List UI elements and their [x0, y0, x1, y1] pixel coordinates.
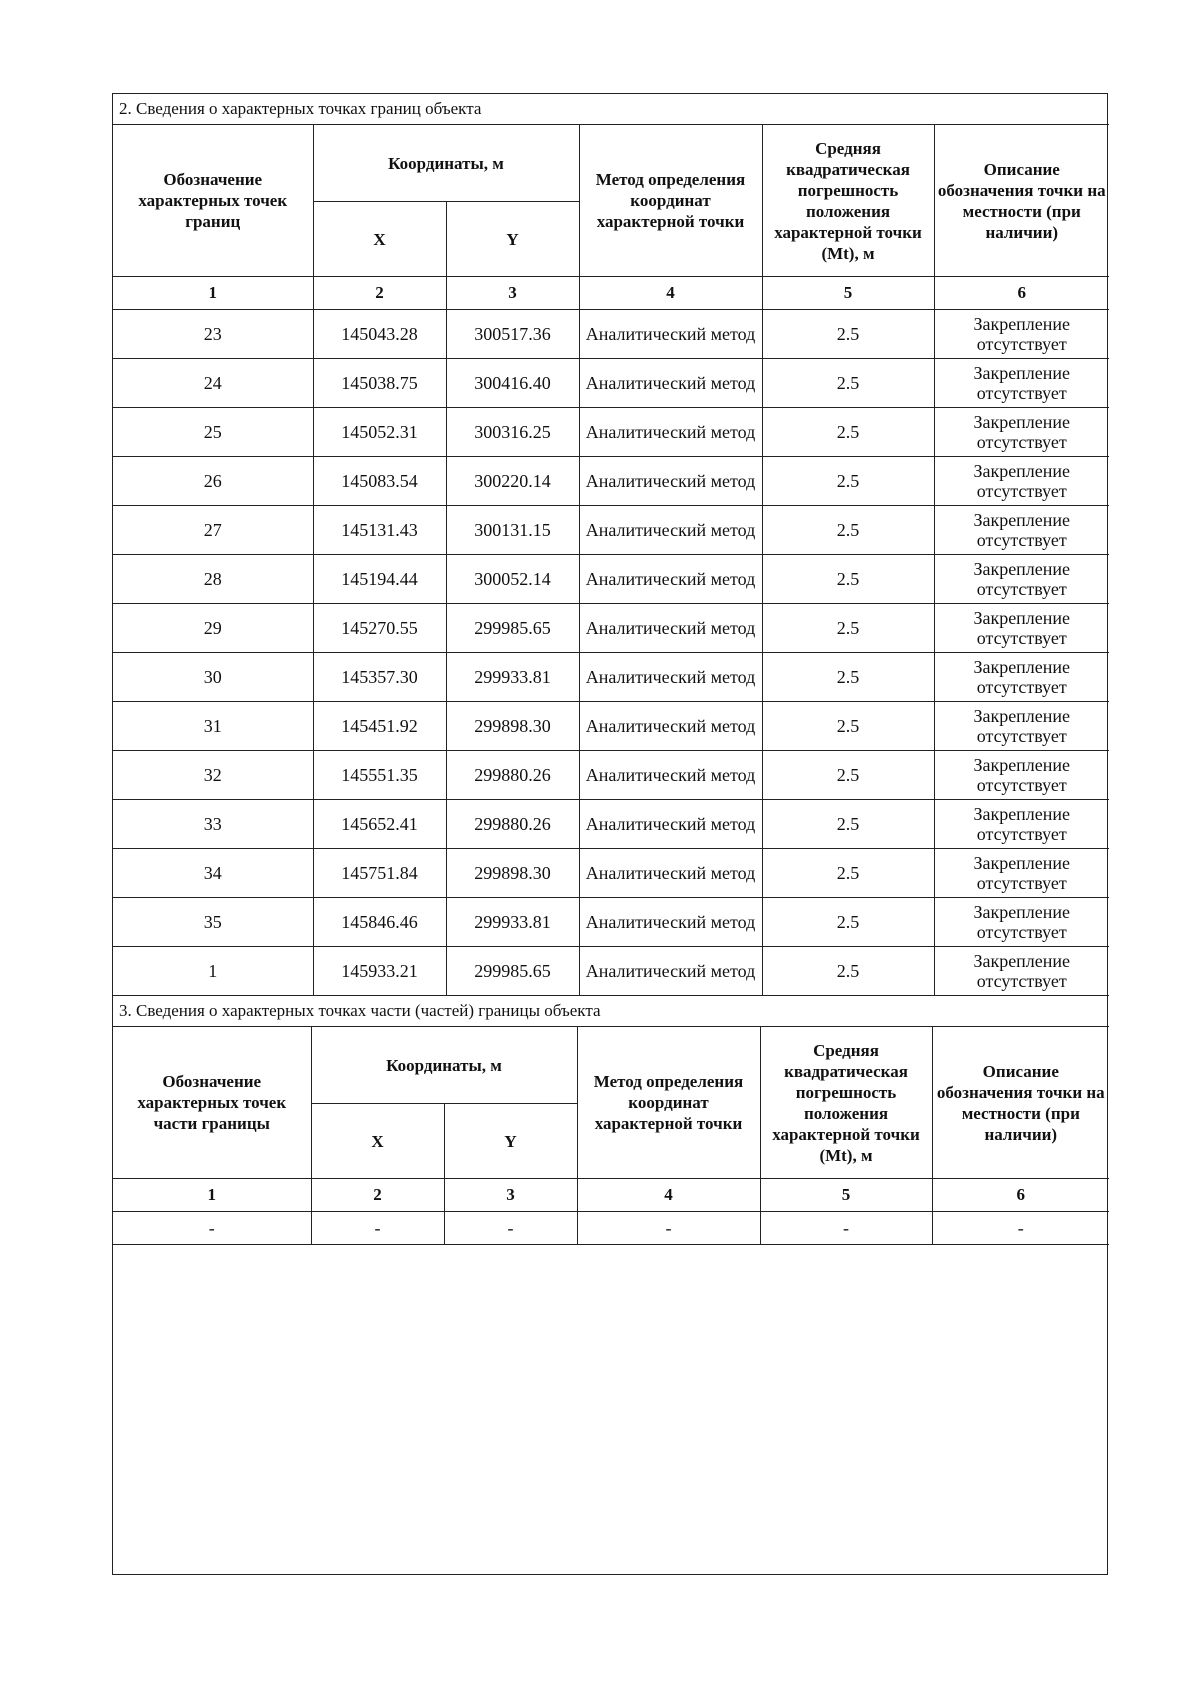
error-header: Средняя квадратическая погрешность положения характерной точки (Mt), м [762, 125, 934, 277]
x-cell: 145357.30 [313, 653, 446, 702]
point-number-cell: 24 [113, 359, 313, 408]
table-row [113, 555, 1109, 604]
mt-cell: 2.5 [762, 849, 934, 898]
mt-cell: 2.5 [762, 653, 934, 702]
description-cell: Закрепление отсутствует [934, 310, 1109, 359]
section2-table [113, 94, 1109, 996]
description-cell: Закрепление отсутствует [934, 506, 1109, 555]
table-row [113, 947, 1109, 996]
x-cell: 145451.92 [313, 702, 446, 751]
col-number: 3 [446, 277, 579, 310]
y-cell: 300517.36 [446, 310, 579, 359]
point-number-cell: 30 [113, 653, 313, 702]
designation-header: Обозначение характерных точек части границы [113, 1027, 311, 1179]
method-cell: Аналитический метод [579, 947, 762, 996]
section2-title: 2. Сведения о характерных точках границ объекта [113, 94, 1109, 125]
table-row [113, 506, 1109, 555]
table-row [113, 604, 1109, 653]
x-cell: 145270.55 [313, 604, 446, 653]
table-row [113, 702, 1109, 751]
section3-table [113, 996, 1109, 1245]
description-cell: Закрепление отсутствует [934, 653, 1109, 702]
col-number: 4 [579, 277, 762, 310]
x-cell: 145652.41 [313, 800, 446, 849]
mt-cell: 2.5 [762, 310, 934, 359]
y-cell: 299880.26 [446, 800, 579, 849]
description-cell: Закрепление отсутствует [934, 555, 1109, 604]
x-cell: 145131.43 [313, 506, 446, 555]
col-number: 1 [113, 1179, 311, 1212]
x-cell: - [311, 1212, 444, 1245]
column-numbers-row [113, 1179, 1109, 1212]
method-cell: Аналитический метод [579, 310, 762, 359]
table-row [113, 751, 1109, 800]
mt-cell: 2.5 [762, 457, 934, 506]
description-header: Описание обозначения точки на местности (при наличии) [934, 125, 1109, 277]
description-cell: Закрепление отсутствует [934, 702, 1109, 751]
description-cell: Закрепление отсутствует [934, 359, 1109, 408]
mt-cell: 2.5 [762, 555, 934, 604]
table-row [113, 849, 1109, 898]
y-cell: 299933.81 [446, 898, 579, 947]
table-row [113, 359, 1109, 408]
error-header: Средняя квадратическая погрешность положения характерной точки (Mt), м [760, 1027, 932, 1179]
x-cell: 145846.46 [313, 898, 446, 947]
mt-cell: 2.5 [762, 359, 934, 408]
coords-header: Координаты, м [311, 1027, 577, 1104]
col-number: 2 [311, 1179, 444, 1212]
point-number-cell: 28 [113, 555, 313, 604]
table-row [113, 653, 1109, 702]
point-number-cell: - [113, 1212, 311, 1245]
x-header: X [313, 202, 446, 277]
method-header: Метод определения координат характерной точки [579, 125, 762, 277]
y-cell: 299985.65 [446, 947, 579, 996]
document-sheet [112, 93, 1108, 1575]
col-number: 5 [760, 1179, 932, 1212]
table-row [113, 800, 1109, 849]
y-cell: 299898.30 [446, 849, 579, 898]
point-number-cell: 29 [113, 604, 313, 653]
y-cell: 299898.30 [446, 702, 579, 751]
mt-cell: 2.5 [762, 947, 934, 996]
point-number-cell: 33 [113, 800, 313, 849]
method-cell: Аналитический метод [579, 506, 762, 555]
mt-cell: - [760, 1212, 932, 1245]
y-cell: 300052.14 [446, 555, 579, 604]
y-cell: 300131.15 [446, 506, 579, 555]
x-header: X [311, 1104, 444, 1179]
y-cell: 300220.14 [446, 457, 579, 506]
method-cell: Аналитический метод [579, 702, 762, 751]
method-cell: Аналитический метод [579, 457, 762, 506]
x-cell: 145052.31 [313, 408, 446, 457]
method-cell: Аналитический метод [579, 898, 762, 947]
method-cell: Аналитический метод [579, 653, 762, 702]
y-cell: 299933.81 [446, 653, 579, 702]
mt-cell: 2.5 [762, 506, 934, 555]
y-cell: 300316.25 [446, 408, 579, 457]
x-cell: 145038.75 [313, 359, 446, 408]
y-cell: 299880.26 [446, 751, 579, 800]
x-cell: 145751.84 [313, 849, 446, 898]
method-cell: Аналитический метод [579, 359, 762, 408]
coords-header: Координаты, м [313, 125, 579, 202]
method-cell: Аналитический метод [579, 751, 762, 800]
table-row [113, 457, 1109, 506]
point-number-cell: 27 [113, 506, 313, 555]
col-number: 3 [444, 1179, 577, 1212]
method-cell: Аналитический метод [579, 800, 762, 849]
point-number-cell: 34 [113, 849, 313, 898]
col-number: 6 [932, 1179, 1109, 1212]
table-row [113, 1212, 1109, 1245]
column-numbers-row [113, 277, 1109, 310]
description-cell: Закрепление отсутствует [934, 457, 1109, 506]
point-number-cell: 25 [113, 408, 313, 457]
col-number: 4 [577, 1179, 760, 1212]
description-cell: - [932, 1212, 1109, 1245]
method-cell: Аналитический метод [579, 555, 762, 604]
point-number-cell: 31 [113, 702, 313, 751]
mt-cell: 2.5 [762, 702, 934, 751]
y-cell: 299985.65 [446, 604, 579, 653]
y-header: Y [444, 1104, 577, 1179]
section3-title: 3. Сведения о характерных точках части (частей) границы объекта [113, 996, 1109, 1027]
y-cell: - [444, 1212, 577, 1245]
col-number: 1 [113, 277, 313, 310]
method-cell: Аналитический метод [579, 604, 762, 653]
mt-cell: 2.5 [762, 604, 934, 653]
designation-header: Обозначение характерных точек границ [113, 125, 313, 277]
description-header: Описание обозначения точки на местности (при наличии) [932, 1027, 1109, 1179]
table-row [113, 408, 1109, 457]
x-cell: 145194.44 [313, 555, 446, 604]
table-row [113, 898, 1109, 947]
point-number-cell: 26 [113, 457, 313, 506]
point-number-cell: 23 [113, 310, 313, 359]
col-number: 6 [934, 277, 1109, 310]
mt-cell: 2.5 [762, 408, 934, 457]
description-cell: Закрепление отсутствует [934, 849, 1109, 898]
method-cell: Аналитический метод [579, 849, 762, 898]
method-cell: - [577, 1212, 760, 1245]
description-cell: Закрепление отсутствует [934, 800, 1109, 849]
mt-cell: 2.5 [762, 800, 934, 849]
y-header: Y [446, 202, 579, 277]
x-cell: 145551.35 [313, 751, 446, 800]
description-cell: Закрепление отсутствует [934, 898, 1109, 947]
description-cell: Закрепление отсутствует [934, 408, 1109, 457]
description-cell: Закрепление отсутствует [934, 604, 1109, 653]
x-cell: 145083.54 [313, 457, 446, 506]
method-cell: Аналитический метод [579, 408, 762, 457]
description-cell: Закрепление отсутствует [934, 947, 1109, 996]
table-row [113, 310, 1109, 359]
x-cell: 145933.21 [313, 947, 446, 996]
mt-cell: 2.5 [762, 898, 934, 947]
description-cell: Закрепление отсутствует [934, 751, 1109, 800]
point-number-cell: 1 [113, 947, 313, 996]
method-header: Метод определения координат характерной точки [577, 1027, 760, 1179]
point-number-cell: 32 [113, 751, 313, 800]
col-number: 5 [762, 277, 934, 310]
y-cell: 300416.40 [446, 359, 579, 408]
col-number: 2 [313, 277, 446, 310]
x-cell: 145043.28 [313, 310, 446, 359]
mt-cell: 2.5 [762, 751, 934, 800]
point-number-cell: 35 [113, 898, 313, 947]
